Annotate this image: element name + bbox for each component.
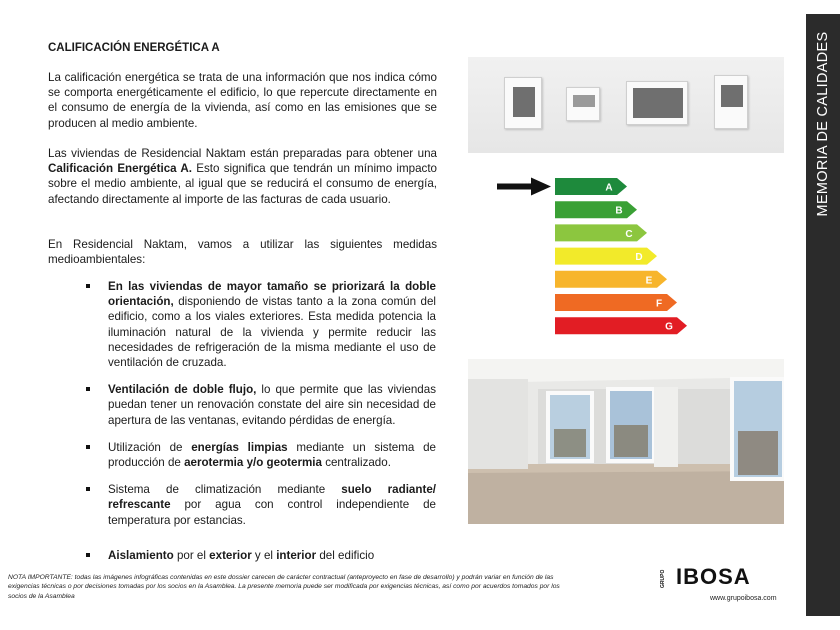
list-item [86,382,436,428]
energy-class-c-label: C [625,228,633,240]
list-item [86,548,436,563]
bullet-5-text-3: del edificio [316,548,375,562]
list-item [86,482,436,528]
thermostat-device [626,81,688,125]
thermostat-device [566,87,600,121]
energy-class-d-label: D [635,252,643,264]
energy-class-f-label: F [655,298,663,310]
bullet-1-bold: En las viviendas de mayor tamaño se priorizará la doble orientación, [108,280,436,309]
selected-class-arrow-icon [497,178,551,196]
bullet-3-text-2: mediante un sistema de producción de [108,440,436,470]
list-item [86,279,436,370]
rating-paragraph [48,146,437,207]
measures-list [86,279,436,575]
room-photo [468,359,784,524]
energy-class-c-bar [555,224,647,241]
bullet-3-text-3: centralizado. [321,456,391,470]
list-item [86,440,436,470]
page-title: CALIFICACIÓN ENERGÉTICA A [48,42,220,54]
logo-brand-text: IBOSA [676,564,751,589]
bullet-4-text-1: Sistema de climatización mediante [108,483,342,497]
energy-class-g-label: G [665,321,673,333]
energy-class-b-bar [555,201,637,218]
bullet-2-text: lo que permite que las viviendas puedan tener un renovación constate del aire sin necesidad de apertura de las ventanas, evitando pérdidas de energía. [108,383,436,427]
energy-class-a-label: A [605,182,613,194]
bullet-3-bold-1: energías limpias [191,440,288,454]
rating-highlight: Calificación Energética A. [48,162,193,176]
logo-website: www.grupoibosa.com [710,595,777,602]
bullet-1-text: disponiendo de vistas tanto a la zona común del edificio, como a los viales exteriores. Esta medida potencia la iluminación natural de la vivienda y permite reducir las necesidades de refrigeración de la misma mediante el uso de ventilación de cruzada. [108,295,436,370]
bullet-5-bold-3: interior [276,548,317,562]
bullet-5-bold-1: Aislamiento [108,548,174,562]
thermostat-device [714,75,748,129]
rating-text-1: Las viviendas de Residencial Naktam están preparadas para obtener una [48,147,437,160]
side-strip [806,14,840,616]
side-strip-label: MEMORIA DE CALIDADES [815,31,831,217]
measures-intro: En Residencial Naktam, vamos a utilizar las siguientes medidas medioambientales: [48,238,437,267]
intro-paragraph: La calificación energética se trata de una información que nos indica cómo se comporta energéticamente el edificio, lo que repercute directamente en el consumo de energía de la vivienda, así como en las emisiones que se producen al medio ambiente. [48,71,437,130]
energy-class-a-bar [555,178,627,195]
thermostat-photo [468,57,784,153]
energy-class-e-label: E [645,275,653,287]
logo-grupo-text: GRUPO [660,569,666,588]
bullet-4-bold: suelo radiante/ refrescante [108,483,436,512]
bullet-4-text-2: por agua con control independiente de temperatura por estancias. [108,498,436,527]
rating-text-2: Esto significa que tendrán un mínimo impacto sobre el medio ambiente, al igual que se reducirá el consumo de energía, afectando directamente al importe de las facturas de cada usuario. [48,162,437,206]
bullet-2-bold: Ventilación de doble flujo, [108,383,257,397]
energy-rating-chart [497,176,707,336]
bullet-3-text-1: Utilización de [108,440,192,454]
bullet-5-bold-2: exterior [209,548,252,562]
bullet-5-text-2: y el [251,548,277,562]
important-note: NOTA IMPORTANTE: todas las imágenes infográficas contenidas en este dossier carecen de carácter contractual (anteproyecto en fase de desarrollo) y podrán variar en función de las exigencias técnicas o por decisiones tomadas por los socios en la Asamblea. La presente memoria puede ser modificada por exigencias técnicas, así como por acuerdos tomados por los socios de la Asamblea [8,574,560,600]
bullet-3-bold-2: aerotermia y/o geotermia [184,456,322,470]
thermostat-device [504,77,542,129]
ibosa-logo [660,558,790,608]
bullet-5-text-1: por el [173,548,210,562]
energy-class-b-label: B [615,205,623,217]
